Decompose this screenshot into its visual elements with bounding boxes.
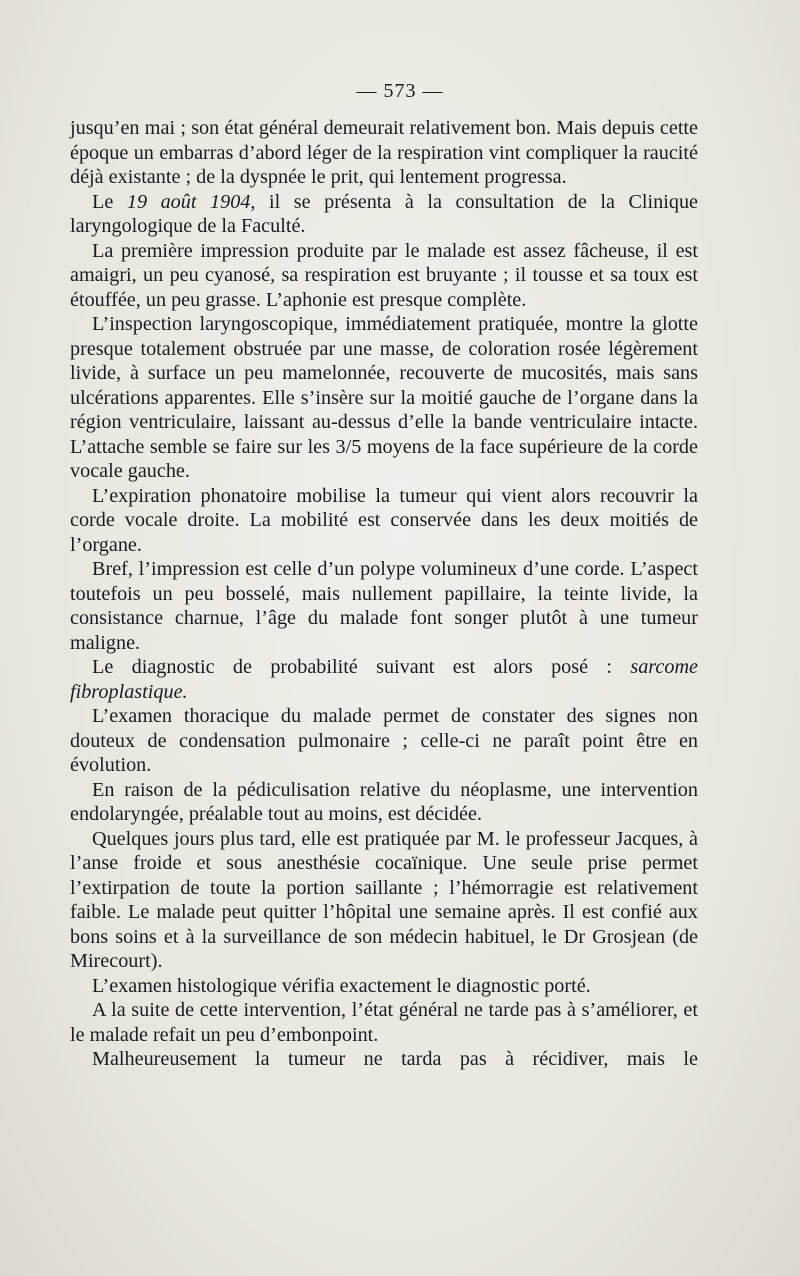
text-segment: il se présenta à la consultation de la Clinique laryngologique de la Faculté. (70, 190, 699, 237)
paragraph (70, 827, 698, 974)
paragraph (70, 312, 698, 484)
paragraph (70, 998, 698, 1047)
text-segment: L’examen thoracique du malade permet de constater des signes non douteux de condensation pulmonaire ; celle-ci ne paraît point être en évolution. (70, 705, 698, 776)
paragraph (70, 484, 698, 558)
text-segment: Bref, l’impression est celle d’un polype volumineux d’une corde. L’aspect toutefois un peu bosselé, mais nullement papillaire, la teinte livide, la consistance charnue, l’âge du malade font songer plutôt à une tumeur maligne. (70, 558, 698, 654)
text-segment: Malheureusement la tumeur ne tarda pas à récidiver, mais le (92, 1048, 698, 1070)
paragraph (70, 778, 698, 827)
italic-text: 19 août 1904, (126, 190, 256, 213)
paragraph (70, 557, 698, 655)
paragraph (70, 1047, 698, 1072)
text-segment: A la suite de cette intervention, l’état général ne tarde pas à s’améliorer, et le malade refait un peu d’embonpoint. (70, 999, 698, 1046)
text-segment: L’expiration phonatoire mobilise la tumeur qui vient alors recouvrir la corde vocale droite. La mobilité est conservée dans les deux moitiés de l’organe. (70, 484, 698, 556)
text-segment: L’examen histologique vérifia exactement le diagnostic porté. (92, 974, 591, 997)
italic-text: sarcome fibroplastique. (70, 656, 698, 703)
text-segment: Le (92, 190, 127, 213)
body-text (70, 116, 698, 1072)
text-segment: jusqu’en mai ; son état général demeurait relativement bon. Mais depuis cette époque un embarras d’abord léger de la respiration vint compliquer la raucité déjà existante ; de la dyspnée le prit, qui lentement progressa. (70, 117, 698, 188)
text-segment: L’inspection laryngoscopique, immédiatement pratiquée, montre la glotte presque totalement obstruée par une masse, de coloration rosée légèrement livide, à surface un peu mamelonnée, recouverte de mucosités, mais sans ulcérations apparentes. Elle s’insère sur la moitié gauche de l’organe dans la région ventriculaire, laissant au-dessus d’elle la bande ventriculaire intacte. L’attache semble se faire sur les 3/5 moyens de la face supérieure de la corde vocale gauche. (70, 313, 698, 482)
text-segment: Le diagnostic de probabilité suivant est alors posé : (92, 656, 631, 678)
paragraph (70, 116, 698, 190)
text-segment: La première impression produite par le malade est assez fâcheuse, il est amaigri, un peu cyanosé, sa respiration est bruyante ; il tousse et sa toux est étouffée, un peu grasse. L’aphonie est presque complète. (70, 239, 698, 311)
paragraph (70, 190, 698, 239)
paragraph (70, 655, 698, 704)
text-segment: Quelques jours plus tard, elle est pratiquée par M. le professeur Jacques, à l’anse froide et sous anesthésie cocaïnique. Une seule prise permet l’extirpation de toute la portion saillante ; l’hémorragie est relativement faible. Le malade peut quitter l’hôpital une semaine après. Il est confié aux bons soins et à la surveillance de son médecin habituel, le Dr Grosjean (de Mirecourt). (70, 827, 698, 972)
paragraph (70, 974, 698, 999)
paragraph (70, 704, 698, 778)
text-segment: En raison de la pédiculisation relative du néoplasme, une intervention endolaryngée, préalable tout au moins, est décidée. (70, 778, 698, 825)
paragraph (70, 239, 698, 313)
page-number: — 573 — (356, 80, 444, 102)
